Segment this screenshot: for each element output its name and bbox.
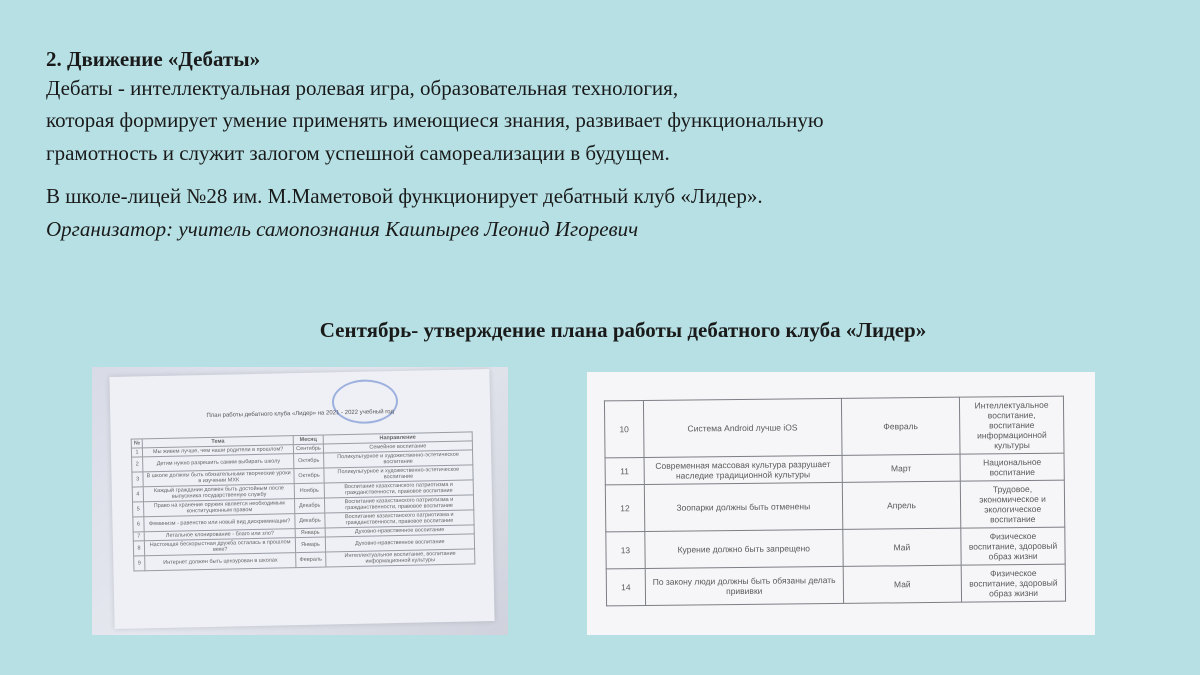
header-cell: Тема [142,436,293,448]
cell-direction: Духовно-нравственное воспитание [325,525,474,537]
cell-num: 6 [133,517,144,532]
cell-num: 12 [605,484,644,531]
cell-direction: Физическое воспитание, здоровый образ жизни [961,527,1065,565]
cell-direction: Национальное воспитание [960,453,1064,481]
intro-line-2: которая формирует умение применять имеющиеся знания, развивает функциональную [46,108,824,132]
cell-direction: Семейное воспитание [323,441,472,453]
cell-topic: Летальное клонирование - благо или зло? [144,529,295,541]
intro-line-3: грамотность и служит залогом успешной самореализации в будущем. [46,141,670,165]
cell-direction: Воспитание казахстанского патриотизма и гражданственности, правовое воспитание [324,495,473,513]
cell-month: Апрель [842,481,961,529]
cell-num: 1 [131,448,142,457]
cell-month: Февраль [296,552,326,568]
cell-num: 2 [132,457,143,472]
cell-month: Декабрь [295,498,325,514]
cell-month: Март [842,454,961,482]
cell-direction: Поликультурное и художественно-эстетическое воспитание [324,465,473,483]
cell-direction: Физическое воспитание, здоровый образ жизни [961,564,1065,602]
cell-direction: Интеллектуальное воспитание, воспитание информационной культуры [960,396,1064,454]
cell-topic: Феминизм - равенство или новый вид дискриминации? [144,514,295,532]
table-row [605,480,1064,532]
cell-num: 7 [133,532,144,541]
cell-topic: Настоящая бескорыстная дружба осталась в прошлом веке? [144,538,295,556]
intro-line-1: Дебаты - интеллектуальная ролевая игра, образовательная технология, [46,76,679,100]
photos-caption: Сентябрь- утверждение плана работы дебатного клуба «Лидер» [319,318,927,342]
cell-num: 4 [132,487,143,502]
cell-num: 8 [133,541,144,556]
cell-topic: Система Android лучше iOS [643,398,842,457]
cell-topic: В школе должны быть обязательными творческие уроки в изучении МХК [143,469,294,487]
cell-num: 13 [606,531,645,568]
header-cell: Месяц [293,435,323,445]
cell-direction: Воспитание казахстанского патриотизма и гражданственности, правовое воспитание [324,480,473,498]
cell-direction: Воспитание казахстанского патриотизма и гражданственности, правовое воспитание [325,510,474,528]
school-seal-icon [332,379,399,424]
cell-topic: По закону люди должны быть обязаны делать прививки [645,566,843,605]
cell-direction: Интеллектуальное воспитание, воспитание информационной культуры [325,549,474,567]
cell-direction: Духовно-нравственное воспитание [325,534,474,552]
plan-table-part-2 [604,396,1066,607]
cell-num: 10 [604,401,643,458]
cell-month: Май [843,528,962,566]
cell-month: Сентябрь [294,444,324,454]
cell-direction: Трудовое, экономическое и экологическое воспитание [960,480,1064,528]
cell-topic: Зоопарки должны быть отменены [644,482,842,531]
cell-topic: Каждый гражданин должен быть достойным после выпускника государственную службу [143,484,294,502]
slide-text [46,46,1156,246]
header-cell: № [131,439,142,448]
cell-month: Февраль [841,397,960,455]
cell-month: Октябрь [294,468,324,484]
cell-direction: Поликультурное и художественно-эстетическое воспитание [323,450,472,468]
cell-month: Январь [295,528,325,538]
club-line: В школе-лицей №28 им. М.Маметовой функционирует дебатный клуб «Лидер». [46,184,763,208]
table-row [606,564,1065,606]
table-row [606,527,1065,569]
cell-topic: Детям нужно разрешить самим выбирать школу [143,454,294,472]
plan-paper-sheet [109,369,494,629]
table-row [604,396,1064,458]
organizer-line: Организатор: учитель самопознания Кашпырев Леонид Игоревич [46,217,639,241]
cell-month: Декабрь [295,513,325,529]
plan-title: План работы дебатного клуба «Лидер» на 2021 - 2022 учебный год [206,409,395,419]
header-cell: Направление [323,432,472,444]
plan-photo-page-2 [587,372,1095,635]
cell-num: 3 [132,472,143,487]
plan-photo-page-1 [92,367,508,635]
cell-month: Январь [295,537,325,553]
cell-num: 9 [134,556,145,571]
cell-month: Октябрь [294,453,324,469]
cell-topic: Право на хранение оружия является необходимым конституционным правом [144,499,295,517]
cell-topic: Интернет должен быть цензурован в школах [145,553,296,571]
cell-num: 5 [133,502,144,517]
cell-num: 11 [605,457,644,484]
cell-topic: Современная массовая культура разрушает наследие традиционной культуры [644,455,842,484]
plan-table-part-1 [131,431,476,571]
cell-num: 14 [606,568,645,605]
cell-month: Май [843,565,962,603]
cell-topic: Курение должно быть запрещено [645,529,843,568]
cell-topic: Мы живем лучше, чем наши родители в прошлом? [143,445,294,457]
section-heading: 2. Движение «Дебаты» [46,47,261,71]
cell-month: Ноябрь [294,483,324,499]
